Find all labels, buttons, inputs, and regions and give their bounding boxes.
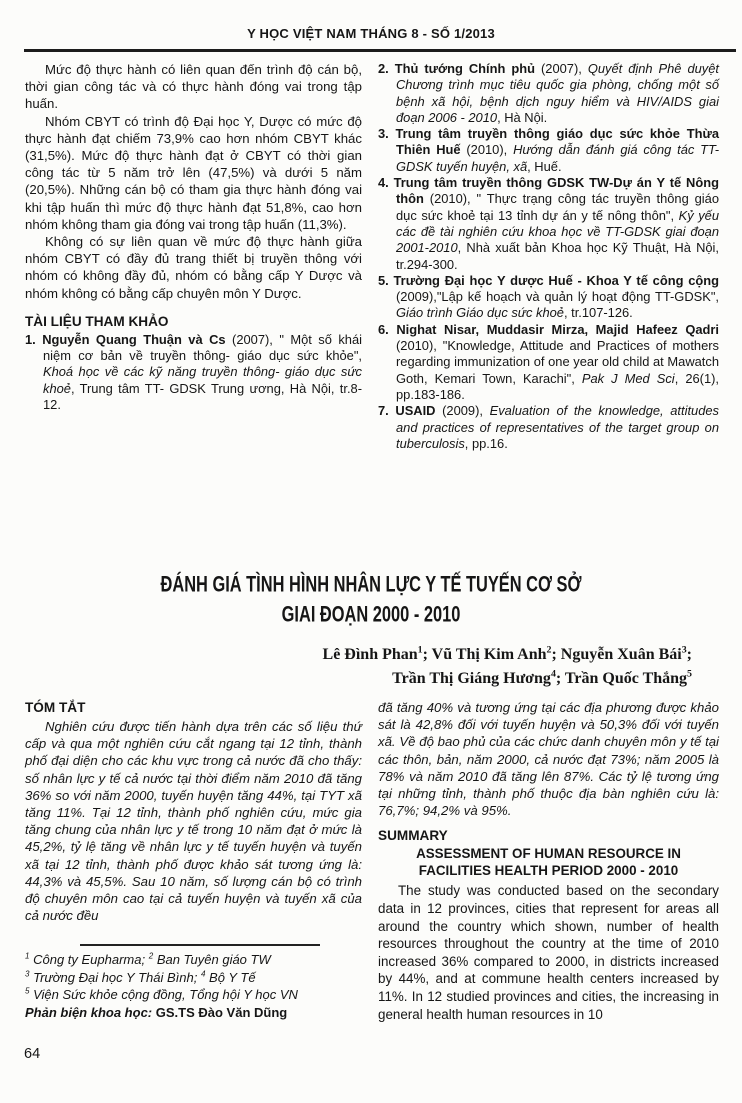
page-number: 64 (24, 1046, 41, 1062)
body-paragraph: Nhóm CBYT có trình độ Đại học Y, Dược có mức độ thực hành đạt chiếm 73,9% cao hơn nhóm CBYT khác (31,5%). Mức độ thực hành đạt ở CBYT có thời gian công tác từ 5 năm trở lên (47,5%) và dưới 5 năm (20,5%). Những cán bộ có tham gia thực hành đóng vai khi tập huấn thì mức độ thực hành đạt 51,8%, cao hơn nhóm không tham gia đóng vai trong tập huấn (11,3%). (25, 113, 362, 232)
body-paragraph: Mức độ thực hành có liên quan đến trình độ cán bộ, thời gian công tác và có thực hành đóng vai trong tập huấn. (25, 62, 362, 112)
abstract-heading: TÓM TẮT (25, 700, 86, 715)
body-paragraph: Không có sự liên quan về mức độ thực hành giữa nhóm CBYT có đầy đủ trang thiết bị truyền thông với nhóm có không đầy đủ, nhóm có bằng cấp Y Dược và nhóm không có bằng cấp chuyên môn Y Dược. (25, 234, 362, 301)
reference-item: 5. Trường Đại học Y dược Huế - Khoa Y tế công cộng (2009),"Lập kế hoạch và quản lý hoạt động TT-GDSK", Giáo trình Giáo dục sức khoẻ, tr.107-126. (378, 272, 719, 321)
abstract-text-right: đã tăng 40% và tương ứng tại các địa phương được khảo sát là 42,8% đối với tuyến huyện và 50,3% đối với tuyến xã. Về độ bao phủ của các chức danh chuyên môn y tế tại các thôn, bản, năm 2000, cả nước đạt 73%; năm 2005 là 78% và năm 2010 đã tăng lên 87%. Các tỷ lệ tương ứng tại những tỉnh, thành phố thuộc địa bàn nghiên cứu là: 76,7%; 94,2% và 95%. (378, 700, 719, 819)
header-rule (24, 49, 736, 52)
footnote-line: $^3$ Trường Đại học Y Thái Bình; $^4$ Bộ Y Tế (25, 969, 256, 985)
article2-title (0, 570, 742, 630)
author-line-1: Lê Đình Phan$^1$; Vũ Thị Kim Anh$^2$; Nguyễn Xuân Bái$^3$; (322, 644, 692, 663)
reference-item: 2. Thủ tướng Chính phủ (2007), Quyết định Phê duyệt Chương trình mục tiêu quốc gia phòng, chống một số bệnh xã hội, bệnh dịch nguy hiểm và HIV/AIDS giai đoạn 2006 - 2010, Hà Nội. (378, 61, 719, 125)
footnote-line: $^1$ Công ty Eupharma; $^2$ Ban Tuyên giáo TW (25, 951, 271, 967)
footnotes-block (25, 944, 357, 1021)
reference-list-left (25, 332, 362, 413)
article2-title-line1: ĐÁNH GIÁ TÌNH HÌNH NHÂN LỰC Y TẾ TUYẾN CƠ SỞ (160, 572, 582, 597)
references-heading: TÀI LIỆU THAM KHẢO (25, 313, 169, 329)
reference-item: 1. Nguyễn Quang Thuận và Cs (2007), " Một số khái niệm cơ bản về truyền thông- giáo dục sức khỏe", Khoá học về các kỹ năng truyền thông- giáo dục sức khoẻ, Trung tâm TT- GDSK Trung ương, Hà Nội, tr.8-12. (25, 331, 362, 413)
summary-text: The study was conducted based on the secondary data in 12 provinces, cities that represent for areas all around the country which shown, number of health resources throughout the country at the time of 2010 increased 36% compared to 2000, in districts increased by 44%, and at commune health centers increased by 11%. In 12 studied provinces and cities, the increasing in general health human resources in 10 (378, 883, 719, 1022)
footnote-line: Phản biện khoa học: GS.TS Đào Văn Dũng (25, 1004, 288, 1020)
reference-list-right (378, 61, 719, 452)
summary-heading: SUMMARY (378, 828, 448, 844)
author-line-2: Trần Thị Giáng Hương$^4$; Trần Quốc Thắng$^5$ (392, 668, 692, 687)
article2-right-column (378, 699, 719, 1023)
reference-item: 6. Nighat Nisar, Muddasir Mirza, Majid Hafeez Qadri (2010), "Knowledge, Attitude and Practices of mothers regarding immunization of one year old child at Mawatch Goth, Kemari Town, Karachi", Pak J Med Sci, 26(1), pp.183-186. (378, 321, 719, 402)
journal-header: Y HỌC VIỆT NAM THÁNG 8 - SỐ 1/2013 (247, 26, 495, 41)
reference-item: 4. Trung tâm truyền thông GDSK TW-Dự án Y tế Nông thôn (2010), " Thực trạng công tác truyền thông giáo dục sức khoẻ tại 13 tỉnh dự án y tế nông thôn", Kỷ yếu các đề tài nghiên cứu khoa học về TT-GDSK giai đoạn 2001-2010, Nhà xuất bản Khoa học Kỹ Thuật, Hà Nội, tr.294-300. (378, 175, 719, 272)
article2-authors (0, 643, 742, 690)
reference-item: 7. USAID (2009), Evaluation of the knowledge, attitudes and practices of representatives of the target group on tuberculosis, pp.16. (378, 403, 719, 451)
footnote-list (25, 951, 357, 1021)
footnote-line: $^5$ Viện Sức khỏe cộng đồng, Tổng hội Y học VN (25, 986, 298, 1002)
abstract-text-left: Nghiên cứu được tiến hành dựa trên các số liệu thứ cấp và qua một nghiên cứu cắt ngang tại 12 tỉnh, thành phố đại diện cho các khu vực trong cả nước đã cho thấy: số nhân lực y tế cả nước tại thời điểm năm 2010 đã tăng 36% so với năm 2000, tuyến huyện tăng 44%, tại TYT xã tăng 11%. Tại 12 tỉnh, thành phố nghiên cứu, mức gia tăng chung của nhân lực y tế trong 10 năm đạt ở mức là 45,2%, tỷ lệ tăng về nhân lực y tế tuyến huyện và tuyến xã tại 12 tỉnh, thành phố được khảo sát tương ứng là: 44,3% và 45,5%. Sau 10 năm, số lượng cán bộ có trình độ chuyên môn cao tại cả tuyến huyện và tuyến xã của cả nước đều (25, 719, 362, 924)
article1-left-column (25, 61, 362, 413)
footnote-rule (80, 944, 320, 946)
reference-item: 3. Trung tâm truyền thông giáo dục sức khỏe Thừa Thiên Huế (2010), Hướng dẫn đánh giá công tác TT-GDSK tuyến huyện, xã, Huế. (378, 126, 720, 174)
article2-left-column (25, 700, 362, 924)
article1-right-column (378, 61, 719, 452)
paragraph-list (25, 61, 362, 302)
article2-title-line2: GIAI ĐOẠN 2000 - 2010 (281, 602, 461, 627)
summary-subheading: ASSESSMENT OF HUMAN RESOURCE IN FACILITIES HEALTH PERIOD 2000 - 2010 (416, 846, 681, 878)
